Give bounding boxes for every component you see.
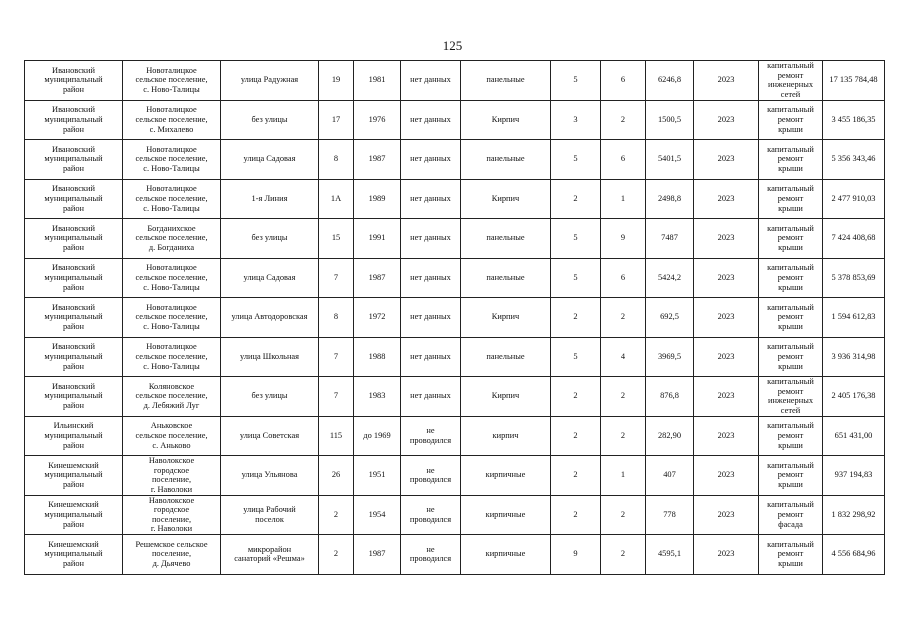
district-cell: Ивановский муниципальный район [25,100,123,140]
street-cell: без улицы [221,377,319,417]
cost-cell: 7 424 408,68 [823,219,885,259]
house-number-cell: 115 [319,416,354,456]
district-cell: Ильинский муниципальный район [25,416,123,456]
table-row [25,61,885,101]
district-cell: Ивановский муниципальный район [25,298,123,338]
build-year-cell: 1989 [354,179,401,219]
settlement-cell: Решемское сельское поселение, д. Дьячево [123,535,221,575]
entrances-cell: 2 [601,416,646,456]
floors-cell: 2 [551,298,601,338]
build-year-cell: 1981 [354,61,401,101]
entrances-cell: 6 [601,61,646,101]
survey-data-cell: нет данных [401,140,461,180]
cost-cell: 5 378 853,69 [823,258,885,298]
table-row [25,298,885,338]
table-row [25,100,885,140]
house-number-cell: 7 [319,258,354,298]
entrances-cell: 6 [601,258,646,298]
wall-material-cell: панельные [461,337,551,377]
table-row [25,258,885,298]
settlement-cell: Богданихское сельское поселение, д. Богданиха [123,219,221,259]
floors-cell: 2 [551,456,601,496]
floors-cell: 5 [551,337,601,377]
area-cell: 1500,5 [646,100,694,140]
entrances-cell: 2 [601,535,646,575]
plan-year-cell: 2023 [694,377,759,417]
work-type-cell: капитальный ремонт крыши [759,219,823,259]
settlement-cell: Новоталицкое сельское поселение, с. Ново-Талицы [123,61,221,101]
plan-year-cell: 2023 [694,416,759,456]
wall-material-cell: кирпич [461,416,551,456]
work-type-cell: капитальный ремонт инженерных сетей [759,61,823,101]
settlement-cell: Новоталицкое сельское поселение, с. Ново-Талицы [123,179,221,219]
settlement-cell: Новоталицкое сельское поселение, с. Ново-Талицы [123,258,221,298]
house-number-cell: 17 [319,100,354,140]
wall-material-cell: кирпичные [461,456,551,496]
build-year-cell: 1983 [354,377,401,417]
district-cell: Ивановский муниципальный район [25,337,123,377]
wall-material-cell: Кирпич [461,179,551,219]
survey-data-cell: нет данных [401,377,461,417]
work-type-cell: капитальный ремонт крыши [759,258,823,298]
street-cell: микрорайон санаторий «Решма» [221,535,319,575]
area-cell: 4595,1 [646,535,694,575]
housing-repair-table [24,60,885,575]
house-number-cell: 8 [319,298,354,338]
cost-cell: 4 556 684,96 [823,535,885,575]
district-cell: Ивановский муниципальный район [25,377,123,417]
build-year-cell: 1987 [354,140,401,180]
plan-year-cell: 2023 [694,179,759,219]
survey-data-cell: нет данных [401,100,461,140]
floors-cell: 5 [551,140,601,180]
floors-cell: 5 [551,258,601,298]
settlement-cell: Новоталицкое сельское поселение, с. Ново-Талицы [123,337,221,377]
floors-cell: 2 [551,416,601,456]
floors-cell: 3 [551,100,601,140]
plan-year-cell: 2023 [694,456,759,496]
floors-cell: 2 [551,377,601,417]
plan-year-cell: 2023 [694,258,759,298]
area-cell: 5401,5 [646,140,694,180]
house-number-cell: 19 [319,61,354,101]
cost-cell: 2 405 176,38 [823,377,885,417]
wall-material-cell: кирпичные [461,535,551,575]
house-number-cell: 1А [319,179,354,219]
entrances-cell: 2 [601,495,646,535]
cost-cell: 1 594 612,83 [823,298,885,338]
settlement-cell: Новоталицкое сельское поселение, с. Ново-Талицы [123,298,221,338]
plan-year-cell: 2023 [694,495,759,535]
table-row [25,535,885,575]
table-row [25,495,885,535]
house-number-cell: 2 [319,535,354,575]
table-row [25,416,885,456]
settlement-cell: Новоталицкое сельское поселение, с. Михалево [123,100,221,140]
house-number-cell: 8 [319,140,354,180]
build-year-cell: 1987 [354,535,401,575]
build-year-cell: 1972 [354,298,401,338]
floors-cell: 5 [551,219,601,259]
work-type-cell: капитальный ремонт крыши [759,100,823,140]
build-year-cell: 1976 [354,100,401,140]
work-type-cell: капитальный ремонт крыши [759,337,823,377]
work-type-cell: капитальный ремонт крыши [759,179,823,219]
floors-cell: 9 [551,535,601,575]
table-row [25,179,885,219]
work-type-cell: капитальный ремонт крыши [759,140,823,180]
survey-data-cell: не проводился [401,456,461,496]
work-type-cell: капитальный ремонт крыши [759,416,823,456]
wall-material-cell: Кирпич [461,100,551,140]
street-cell: улица Садовая [221,140,319,180]
survey-data-cell: нет данных [401,61,461,101]
floors-cell: 2 [551,495,601,535]
entrances-cell: 4 [601,337,646,377]
survey-data-cell: нет данных [401,337,461,377]
plan-year-cell: 2023 [694,298,759,338]
district-cell: Кинешемский муниципальный район [25,495,123,535]
cost-cell: 1 832 298,92 [823,495,885,535]
entrances-cell: 6 [601,140,646,180]
district-cell: Ивановский муниципальный район [25,258,123,298]
plan-year-cell: 2023 [694,337,759,377]
settlement-cell: Наволокское городское поселение, г. Наволоки [123,456,221,496]
build-year-cell: 1988 [354,337,401,377]
street-cell: 1-я Линия [221,179,319,219]
build-year-cell: 1987 [354,258,401,298]
street-cell: улица Школьная [221,337,319,377]
district-cell: Ивановский муниципальный район [25,219,123,259]
street-cell: улица Ульянова [221,456,319,496]
table-row [25,337,885,377]
plan-year-cell: 2023 [694,219,759,259]
area-cell: 2498,8 [646,179,694,219]
build-year-cell: 1951 [354,456,401,496]
plan-year-cell: 2023 [694,100,759,140]
street-cell: улица Садовая [221,258,319,298]
district-cell: Кинешемский муниципальный район [25,456,123,496]
street-cell: улица Автодоровская [221,298,319,338]
entrances-cell: 1 [601,456,646,496]
wall-material-cell: панельные [461,219,551,259]
street-cell: улица Рабочий поселок [221,495,319,535]
wall-material-cell: Кирпич [461,298,551,338]
entrances-cell: 2 [601,377,646,417]
house-number-cell: 2 [319,495,354,535]
entrances-cell: 2 [601,100,646,140]
entrances-cell: 9 [601,219,646,259]
build-year-cell: 1991 [354,219,401,259]
area-cell: 6246,8 [646,61,694,101]
build-year-cell: до 1969 [354,416,401,456]
work-type-cell: капитальный ремонт инженерных сетей [759,377,823,417]
entrances-cell: 2 [601,298,646,338]
area-cell: 3969,5 [646,337,694,377]
floors-cell: 5 [551,61,601,101]
cost-cell: 17 135 784,48 [823,61,885,101]
area-cell: 282,90 [646,416,694,456]
page-number: 125 [442,38,463,53]
wall-material-cell: кирпичные [461,495,551,535]
table-row [25,377,885,417]
wall-material-cell: панельные [461,61,551,101]
survey-data-cell: нет данных [401,298,461,338]
table-row [25,140,885,180]
house-number-cell: 26 [319,456,354,496]
district-cell: Ивановский муниципальный район [25,140,123,180]
survey-data-cell: не проводился [401,535,461,575]
survey-data-cell: нет данных [401,179,461,219]
area-cell: 7487 [646,219,694,259]
plan-year-cell: 2023 [694,61,759,101]
street-cell: без улицы [221,219,319,259]
cost-cell: 937 194,83 [823,456,885,496]
cost-cell: 3 455 186,35 [823,100,885,140]
street-cell: улица Советская [221,416,319,456]
house-number-cell: 7 [319,377,354,417]
area-cell: 5424,2 [646,258,694,298]
settlement-cell: Наволокское городское поселение, г. Наволоки [123,495,221,535]
wall-material-cell: панельные [461,258,551,298]
settlement-cell: Аньковское сельское поселение, с. Аньково [123,416,221,456]
work-type-cell: капитальный ремонт крыши [759,298,823,338]
house-number-cell: 7 [319,337,354,377]
district-cell: Кинешемский муниципальный район [25,535,123,575]
work-type-cell: капитальный ремонт крыши [759,535,823,575]
table-row [25,456,885,496]
cost-cell: 3 936 314,98 [823,337,885,377]
settlement-cell: Коляновское сельское поселение, д. Лебяжий Луг [123,377,221,417]
entrances-cell: 1 [601,179,646,219]
table-row [25,219,885,259]
plan-year-cell: 2023 [694,535,759,575]
survey-data-cell: не проводился [401,495,461,535]
floors-cell: 2 [551,179,601,219]
cost-cell: 2 477 910,03 [823,179,885,219]
plan-year-cell: 2023 [694,140,759,180]
wall-material-cell: панельные [461,140,551,180]
area-cell: 876,8 [646,377,694,417]
wall-material-cell: Кирпич [461,377,551,417]
street-cell: без улицы [221,100,319,140]
work-type-cell: капитальный ремонт фасада [759,495,823,535]
cost-cell: 5 356 343,46 [823,140,885,180]
survey-data-cell: нет данных [401,258,461,298]
district-cell: Ивановский муниципальный район [25,179,123,219]
area-cell: 407 [646,456,694,496]
house-number-cell: 15 [319,219,354,259]
area-cell: 778 [646,495,694,535]
survey-data-cell: не проводился [401,416,461,456]
survey-data-cell: нет данных [401,219,461,259]
area-cell: 692,5 [646,298,694,338]
cost-cell: 651 431,00 [823,416,885,456]
settlement-cell: Новоталицкое сельское поселение, с. Ново-Талицы [123,140,221,180]
street-cell: улица Радужная [221,61,319,101]
work-type-cell: капитальный ремонт крыши [759,456,823,496]
district-cell: Ивановский муниципальный район [25,61,123,101]
build-year-cell: 1954 [354,495,401,535]
